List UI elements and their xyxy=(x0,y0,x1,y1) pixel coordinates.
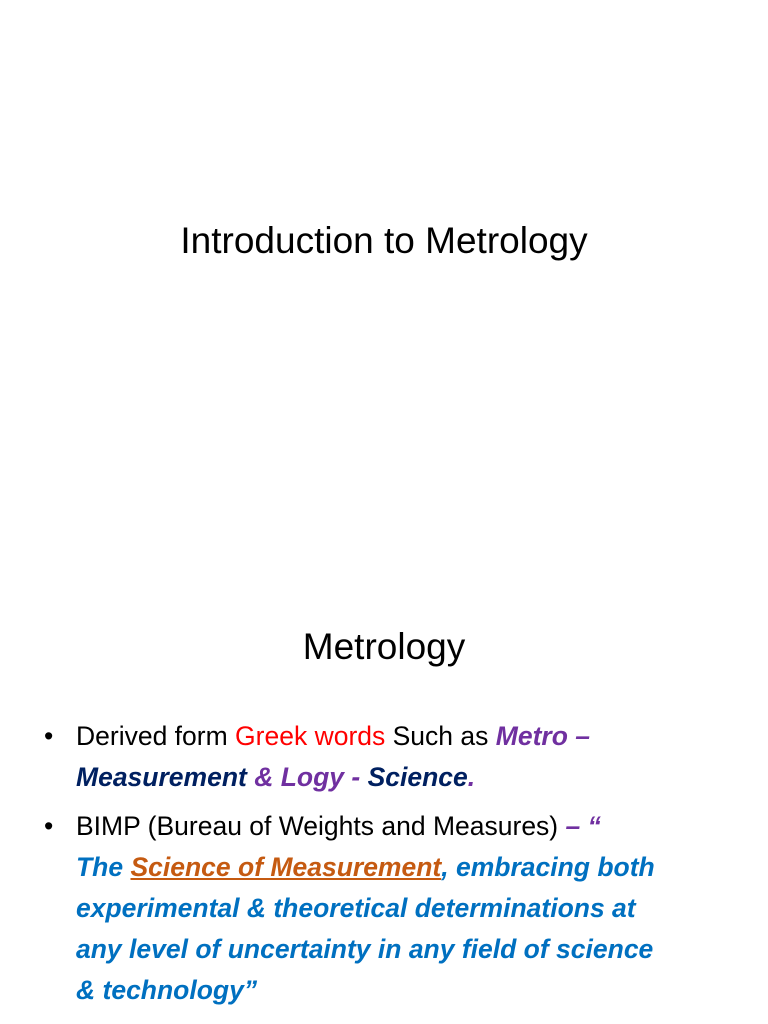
bullet-2-line-4: any level of uncertainty in any field of science xyxy=(76,934,654,964)
dash-quote-text: – “ xyxy=(565,811,601,841)
science-of-measurement-text: Science of Measurement xyxy=(130,852,442,882)
bullet-dot-icon: • xyxy=(44,721,54,751)
bullet-dot-icon: • xyxy=(44,811,54,841)
bullet-2-line-2 xyxy=(76,847,734,888)
slide-2-title: Metrology xyxy=(302,626,466,667)
metro-text: Metro – xyxy=(495,721,590,751)
bullet-list xyxy=(44,716,734,1019)
slide-2 xyxy=(0,512,768,1024)
bullet-2-line-5: & technology” xyxy=(76,975,258,1005)
measurement-text: Measurement xyxy=(76,762,247,792)
the-text: The xyxy=(76,852,131,882)
derived-form-text: Derived form xyxy=(76,721,236,751)
bullet-1-line-1 xyxy=(76,716,734,757)
bullet-1-line-2 xyxy=(76,757,734,798)
bullet-2-line-1 xyxy=(76,806,734,847)
bullet-2-line-3: experimental & theoretical determinations at xyxy=(76,893,636,923)
such-as-text: Such as xyxy=(385,721,496,751)
bimp-text: BIMP (Bureau of Weights and Measures) xyxy=(76,811,566,841)
logy-text: & Logy - xyxy=(246,762,368,792)
slide-1-title: Introduction to Metrology xyxy=(180,220,588,261)
embracing-text: , embracing both xyxy=(441,852,655,882)
greek-words-text: Greek words xyxy=(235,721,386,751)
bullet-item-derived xyxy=(44,716,734,798)
science-text: Science xyxy=(367,762,468,792)
period-text: . xyxy=(467,762,476,792)
bullet-item-bimp xyxy=(44,806,734,1011)
